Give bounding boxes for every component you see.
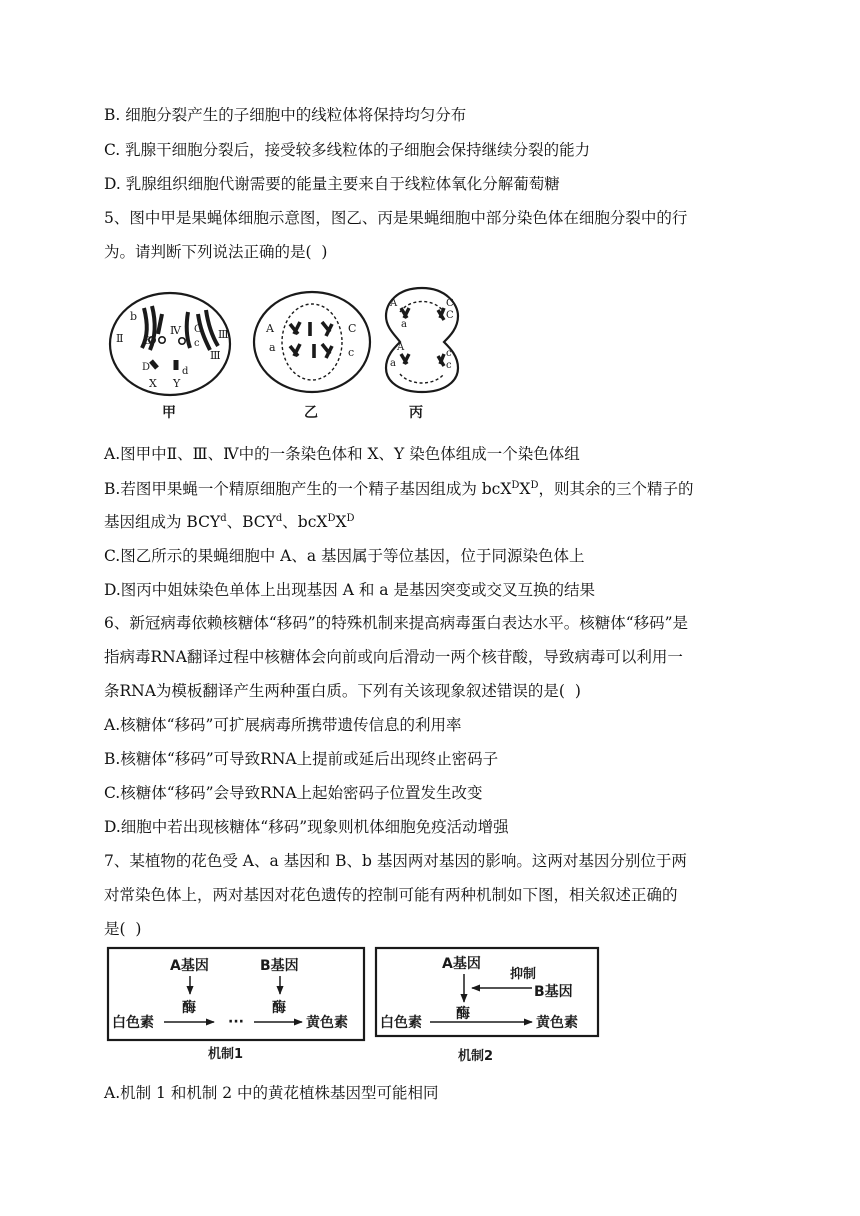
- yi-label-c: c: [348, 346, 355, 359]
- bing-label-c-bottom-2: c: [446, 360, 452, 371]
- mechanism-2-diagram: [376, 948, 598, 1064]
- cell-bing: [386, 288, 458, 421]
- q7-figure-mechanisms: [104, 946, 604, 1068]
- q7-stem-line-3: 是( ): [104, 920, 142, 938]
- mech2-enzyme: 酶: [456, 1006, 470, 1022]
- q7-option-a: A.机制 1 和机制 2 中的黄花植株基因型可能相同: [104, 1084, 439, 1102]
- yi-label-C: C: [348, 322, 357, 335]
- bing-label-a-bottom: a: [390, 358, 396, 369]
- bing-label-C-top: C: [446, 298, 454, 309]
- jia-label-C: C: [194, 324, 202, 335]
- jia-label-iv: Ⅳ: [170, 324, 181, 337]
- q4-option-c: C. 乳腺干细胞分裂后，接受较多线粒体的子细胞会保持继续分裂的能力: [104, 141, 591, 159]
- q5-option-c: C.图乙所示的果蝇细胞中 A、a 基因属于等位基因，位于同源染色体上: [104, 547, 585, 565]
- jia-label-x: X: [149, 377, 157, 390]
- q5-figure-cells: [104, 284, 464, 426]
- q5-option-b-line-2: 基因组成为 BCY$^d$、BCY$^d$、$bcX^DX^D$: [104, 513, 355, 531]
- jia-label-D: D: [142, 362, 151, 373]
- mech1-yellow-pigment: 黄色素: [306, 1015, 348, 1031]
- caption-bing: 丙: [409, 405, 423, 421]
- mech1-enzyme-2: 酶: [272, 1000, 286, 1016]
- jia-label-iii-bottom: Ⅲ: [210, 349, 221, 362]
- jia-label-y: Y: [173, 377, 181, 390]
- jia-label-B: B: [144, 336, 152, 347]
- q6-option-a: A.核糖体“移码”可扩展病毒所携带遗传信息的利用率: [104, 716, 462, 734]
- mech2-yellow-pigment: 黄色素: [536, 1015, 578, 1031]
- mech2-white-pigment: 白色素: [380, 1015, 422, 1031]
- jia-label-ii: Ⅱ: [116, 332, 124, 345]
- mech2-caption: 机制2: [458, 1049, 494, 1064]
- caption-yi: 乙: [304, 405, 318, 421]
- q6-stem-line-2: 指病毒RNA翻译过程中核糖体会向前或向后滑动一两个核苷酸，导致病毒可以利用一: [104, 648, 683, 666]
- q5-option-b-line-1: B.若图甲果蝇一个精原细胞产生的一个精子基因组成为 $bcX^DX^D$，则其余的三个精子的: [104, 480, 694, 498]
- mech1-intermediate-dots: ···: [228, 1014, 244, 1030]
- q5-stem-line-2: 为。请判断下列说法正确的是( ): [104, 243, 328, 261]
- q6-option-d: D.细胞中若出现核糖体“移码”现象则机体细胞免疫活动增强: [104, 818, 509, 836]
- caption-jia: 甲: [162, 405, 176, 421]
- q5-option-a: A.图甲中Ⅱ、Ⅲ、Ⅳ中的一条染色体和 X、Y 染色体组成一个染色体组: [104, 445, 580, 463]
- cell-yi: [254, 292, 370, 421]
- q7-stem-line-1: 7、某植物的花色受 A、a 基因和 B、b 基因两对基因的影响。这两对基因分别位于两: [104, 852, 687, 870]
- q5-option-d: D.图丙中姐妹染色单体上出现基因 A 和 a 是基因突变或交叉互换的结果: [104, 581, 595, 599]
- q7-stem-line-2: 对常染色体上，两对基因对花色遗传的控制可能有两种机制如下图，相关叙述正确的: [104, 886, 678, 904]
- cell-jia: [110, 293, 230, 421]
- q6-option-c: C.核糖体“移码”会导致RNA上起始密码子位置发生改变: [104, 784, 483, 802]
- jia-label-iii-top: Ⅲ: [218, 328, 229, 341]
- mechanism-1-diagram: [108, 948, 364, 1062]
- q4-option-b: B. 细胞分裂产生的子细胞中的线粒体将保持均匀分布: [104, 106, 467, 124]
- mech2-gene-a: A基因: [442, 956, 481, 972]
- mech1-gene-a: A基因: [170, 958, 209, 974]
- mech2-inhibit-label: 抑制: [510, 967, 537, 982]
- mech1-white-pigment: 白色素: [112, 1015, 154, 1031]
- bing-label-c-bottom-1: c: [446, 348, 452, 359]
- q6-stem-line-3: 条RNA为模板翻译产生两种蛋白质。下列有关该现象叙述错误的是( ): [104, 682, 581, 700]
- bing-label-c-top: C: [446, 310, 454, 321]
- bing-label-A-top: A: [390, 298, 398, 309]
- q6-stem-line-1: 6、新冠病毒依赖核糖体“移码”的特殊机制来提高病毒蛋白表达水平。核糖体“移码”是: [104, 614, 689, 632]
- q5-stem-line-1: 5、图中甲是果蝇体细胞示意图，图乙、丙是果蝇细胞中部分染色体在细胞分裂中的行: [104, 209, 688, 227]
- bing-label-a-top: a: [401, 319, 407, 330]
- q4-option-d: D. 乳腺组织细胞代谢需要的能量主要来自于线粒体氧化分解葡萄糖: [104, 175, 560, 193]
- jia-label-d: d: [182, 366, 189, 377]
- jia-label-c: c: [194, 338, 200, 349]
- q6-option-b: B.核糖体“移码”可导致RNA上提前或延后出现终止密码子: [104, 750, 499, 768]
- mech1-enzyme-1: 酶: [182, 1000, 196, 1016]
- mech1-caption: 机制1: [208, 1047, 244, 1062]
- mech1-gene-b: B基因: [260, 958, 299, 974]
- jia-label-b: b: [130, 310, 138, 323]
- bing-label-A-bottom: A: [397, 342, 405, 353]
- yi-label-a: a: [269, 341, 276, 354]
- yi-label-A: A: [266, 322, 274, 335]
- mech2-gene-b: B基因: [534, 984, 573, 1000]
